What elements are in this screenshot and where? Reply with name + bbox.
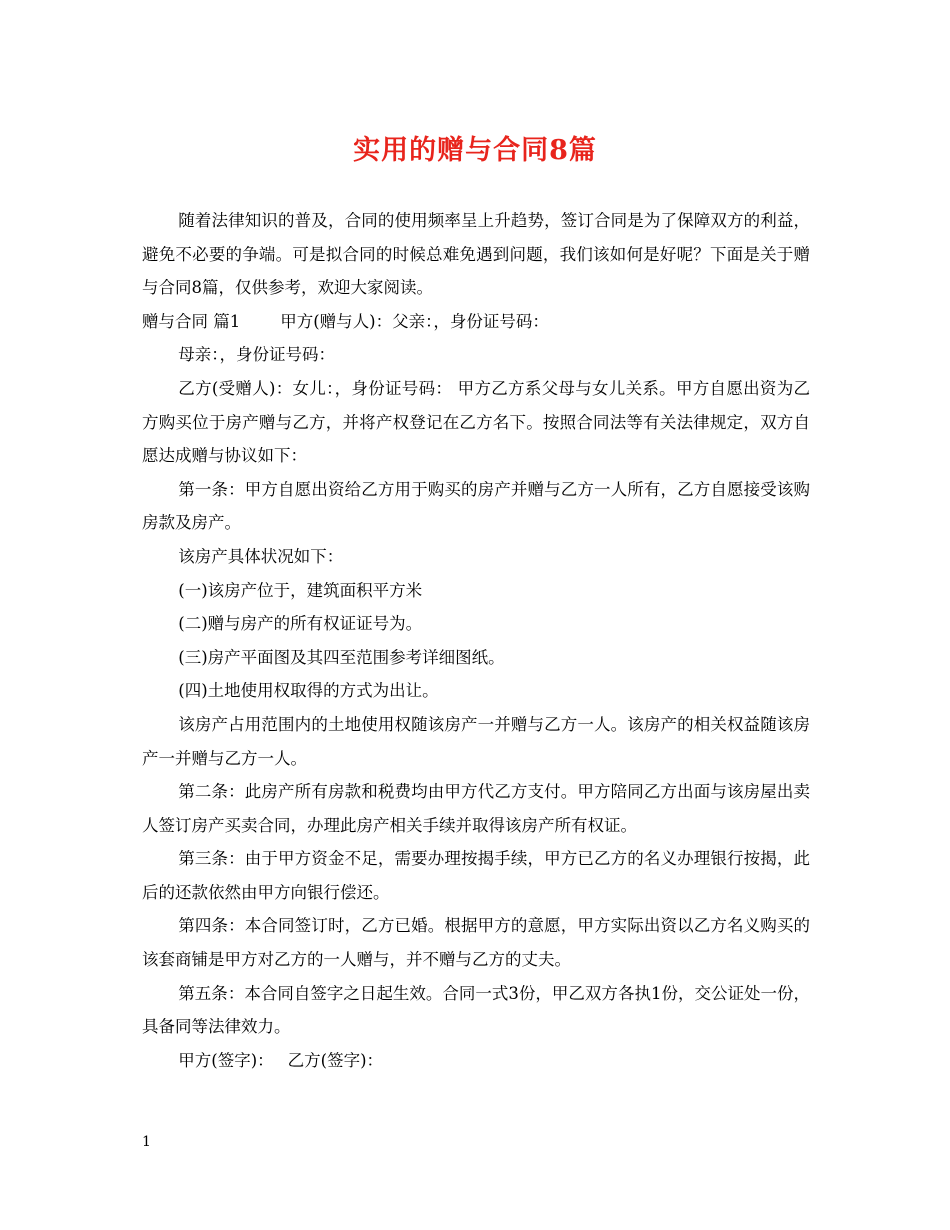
signature-line xyxy=(142,1044,810,1078)
property-item-1: (一)该房产位于，建筑面积平方米 xyxy=(178,580,423,600)
document-body xyxy=(142,204,810,1077)
property-intro: 该房产具体状况如下： xyxy=(178,546,344,566)
section-label: 赠与合同 篇1 xyxy=(142,311,241,331)
mother-line: 母亲：，身份证号码： xyxy=(178,345,336,365)
article-2: 第二条：此房产所有房款和税费均由甲方代乙方支付。甲方陪同乙方出面与该房屋出卖人签订房产买卖合同，办理此房产相关手续并取得该房产所有权证。 xyxy=(142,782,810,835)
document-title: 实用的赠与合同8篇 xyxy=(353,135,597,166)
property-item-2: (二)赠与房产的所有权证证号为。 xyxy=(178,614,423,634)
property-item-4: (四)土地使用权取得的方式为出让。 xyxy=(178,681,439,701)
section-heading-line xyxy=(142,305,810,339)
land-rights-paragraph: 该房产占用范围内的土地使用权随该房产一并赠与乙方一人。该房产的相关权益随该房产一并赠与乙方一人。 xyxy=(142,714,810,768)
page-number: 1 xyxy=(142,1134,151,1150)
property-item-3: (三)房产平面图及其四至范围参考详细图纸。 xyxy=(178,647,505,667)
party-a-line: 甲方(赠与人)：父亲：，身份证号码： xyxy=(280,311,549,331)
article-1: 第一条：甲方自愿出资给乙方用于购买的房产并赠与乙方一人所有，乙方自愿接受该购房款及房产。 xyxy=(142,479,810,533)
signature-party-b: 乙方(签字)： xyxy=(287,1050,384,1070)
intro-paragraph: 随着法律知识的普及，合同的使用频率呈上升趋势，签订合同是为了保障双方的利益，避免不必要的争端。可是拟合同的时候总难免遇到问题，我们该如何是好呢？下面是关于赠与合同8篇，仅供参考，欢迎大家阅读。 xyxy=(142,211,810,298)
article-4: 第四条：本合同签订时，乙方已婚。根据甲方的意愿，甲方实际出资以乙方名义购买的该套商铺是甲方对乙方的一人赠与，并不赠与乙方的丈夫。 xyxy=(142,916,810,970)
article-5: 第五条：本合同自签字之日起生效。合同一式3份，甲乙双方各执1份，交公证处一份，具备同等法律效力。 xyxy=(142,983,810,1037)
party-b-paragraph: 乙方(受赠人)：女儿：，身份证号码： 甲方乙方系父母与女儿关系。甲方自愿出资为乙方购买位于房产赠与乙方，并将产权登记在乙方名下。按照合同法等有关法律规定，双方自愿达成赠与协议如下： xyxy=(142,378,810,466)
signature-party-a: 甲方(签字)： xyxy=(178,1050,274,1070)
article-3: 第三条：由于甲方资金不足，需要办理按揭手续，甲方已乙方的名义办理银行按揭，此后的还款依然由甲方向银行偿还。 xyxy=(142,849,810,902)
